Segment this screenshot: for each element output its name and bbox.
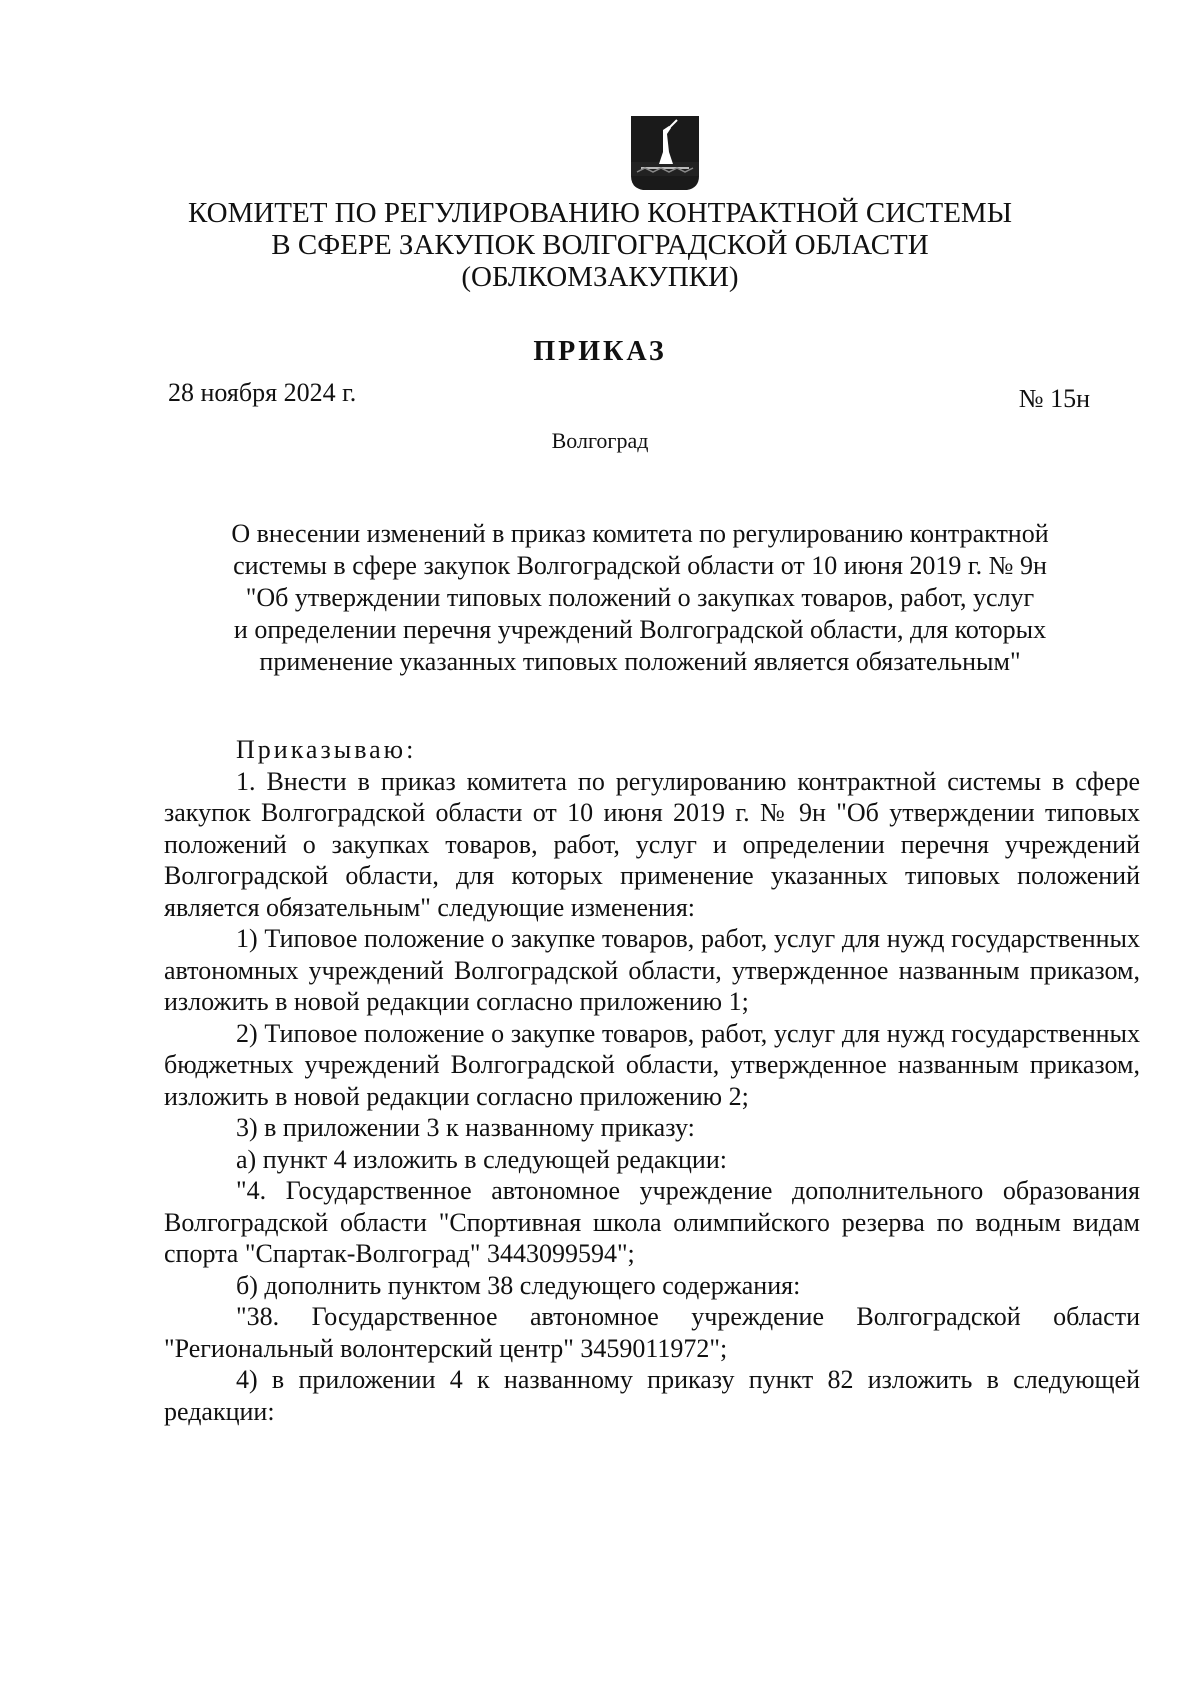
paragraph-quote-4: "4. Государственное автономное учреждение дополнительного образования Волгоградской области "Спортивная школа олимпийского резерва по водным видам спорта "Спартак-Волгоград" 3443099594"; xyxy=(164,1176,1140,1268)
document-body xyxy=(164,734,1140,1427)
document-subject xyxy=(180,518,1100,678)
order-word: Приказываю: xyxy=(236,735,417,764)
organization-name-line-2: В СФЕРЕ ЗАКУПОК ВОЛГОГРАДСКОЙ ОБЛАСТИ xyxy=(271,229,929,261)
document-type: ПРИКАЗ xyxy=(533,336,667,367)
subject-line: применение указанных типовых положений является обязательным" xyxy=(259,647,1021,676)
paragraph-1-3-a: а) пункт 4 изложить в следующей редакции: xyxy=(236,1144,727,1174)
paragraph-1-1: 1) Типовое положение о закупке товаров, работ, услуг для нужд государственных автономных учреждений Волгоградской области, утвержденное названным приказом, изложить в новой редакции согласно приложению 1; xyxy=(164,924,1140,1016)
subject-line: О внесении изменений в приказ комитета по регулированию контрактной xyxy=(231,519,1049,548)
organization-name-line-1: КОМИТЕТ ПО РЕГУЛИРОВАНИЮ КОНТРАКТНОЙ СИСТЕМЫ xyxy=(188,197,1012,229)
paragraph-1-4: 4) в приложении 4 к названному приказу пункт 82 изложить в следующей редакции: xyxy=(164,1365,1140,1426)
organization-name-line-3: (ОБЛКОМЗАКУПКИ) xyxy=(461,261,739,293)
subject-line: "Об утверждении типовых положений о закупках товаров, работ, услуг xyxy=(245,583,1035,612)
document-date: 28 ноября 2024 г. xyxy=(168,378,357,407)
paragraph-1-3: 3) в приложении 3 к названному приказу: xyxy=(236,1113,695,1142)
paragraph-1-3-b: б) дополнить пунктом 38 следующего содержания: xyxy=(236,1270,801,1300)
subject-line: и определении перечня учреждений Волгоградской области, для которых xyxy=(233,615,1047,644)
coat-of-arms-icon xyxy=(625,112,705,194)
subject-line: системы в сфере закупок Волгоградской области от 10 июня 2019 г. № 9н xyxy=(233,551,1047,580)
paragraph-quote-38: "38. Государственное автономное учреждение Волгоградской области "Региональный волонтерский центр" 3459011972"; xyxy=(164,1302,1140,1363)
paragraph-1-2: 2) Типовое положение о закупке товаров, работ, услуг для нужд государственных бюджетных учреждений Волгоградской области, утвержденное названным приказом, изложить в новой редакции согласно приложению 2; xyxy=(164,1018,1140,1111)
document-number: № 15н xyxy=(1018,384,1090,413)
paragraph-1: 1. Внести в приказ комитета по регулированию контрактной системы в сфере закупок Волгоградской области от 10 июня 2019 г. № 9н "Об утверждении типовых положений о закупках товаров, работ, услуг и определении перечня учреждений Волгоградской области, для которых применение указанных типовых положений является обязательным" следующие изменения: xyxy=(164,766,1140,922)
document-city: Волгоград xyxy=(551,428,649,453)
